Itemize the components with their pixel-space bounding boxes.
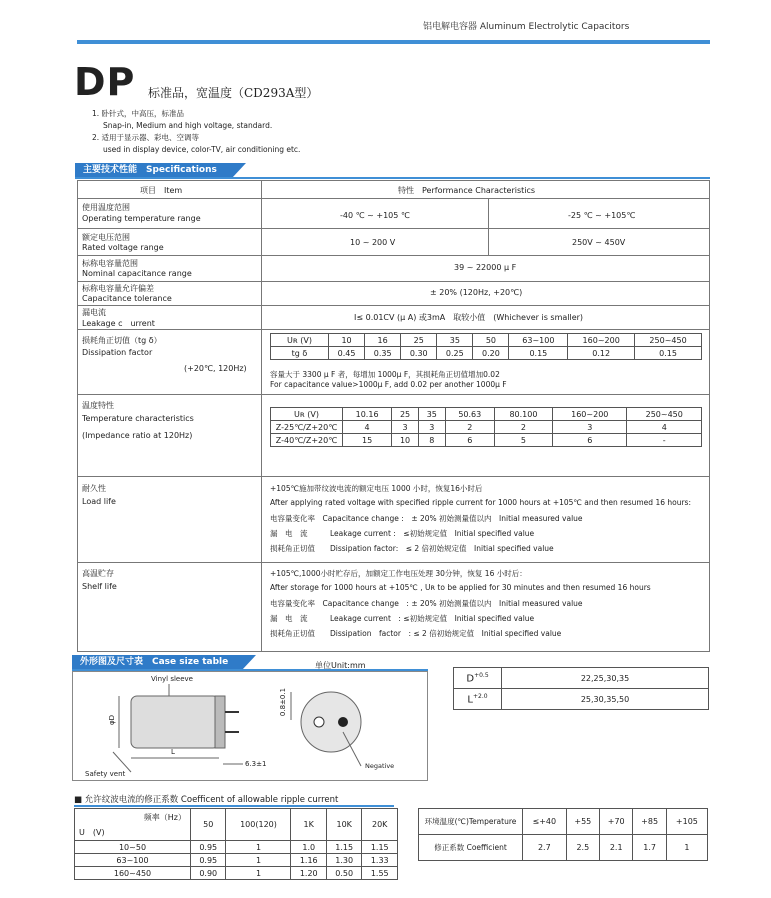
df-tg-6: 0.15 [509,347,568,360]
dim-l-symbol: L [467,694,473,706]
tol-val: ± 20% (120Hz, +20℃) [430,288,523,297]
case-unit: 单位Unit:mm [315,661,366,670]
ripple-freq-3: 10K [326,809,361,841]
shelf-line-3: 电容量变化率 Capacitance change : ± 20% 初始测量值以内 Initial measured value [270,599,583,608]
ripple-coef-label: 修正系数 Coefficient [419,835,523,861]
ripple-cell: 1.16 [291,854,326,867]
df-ur-0: Uʀ (V) [271,334,329,347]
cap-val: 39 ~ 22000 μ F [454,263,517,272]
safety-label: Safety vent [85,770,126,778]
ripple-cell: 1.15 [362,841,398,854]
tc-r1-0: Z-25℃/Z+20℃ [271,421,343,434]
ripple-row-2-v: 160~450 [75,867,191,880]
ripple-cell: 1.15 [326,841,361,854]
ripple-temp-1: +55 [566,809,599,835]
feature-2-cn: 2. 适用于显示器、彩电、空调等 [92,133,200,142]
dim-d-head [454,668,502,689]
feature-2-en: used in display device, color-TV, air conditioning etc. [103,145,301,154]
df-cond: (+20℃, 120Hz) [184,364,247,373]
ripple-temp-4: +105 [666,809,707,835]
ripple-cell: 1 [226,867,291,880]
tc-cn: 温度特性 [82,401,114,410]
ripple-u-header: U (V) [79,828,105,837]
ripple-title [74,793,338,805]
tc-r1-2: 3 [392,421,419,434]
life-line-1: +105℃施加带纹波电流的额定电压 1000 小时，恢复16小时后 [270,484,483,493]
df-tg-0: tg δ [271,347,329,360]
ripple-coef-4: 1 [666,835,707,861]
df-en: Dissipation factor [82,348,153,357]
tol-en: Capacitance tolerance [82,294,172,303]
life-en: Load life [82,497,116,506]
temp-low: -40 ℃ ~ +105 ℃ [340,211,410,220]
ripple-cell: 0.90 [191,867,226,880]
shelf-line-1: +105℃,1000小时贮存后，加额定工作电压处理 30分钟，恢复 16 小时后： [270,569,527,578]
tc-r1-5: 2 [494,421,552,434]
tc-r2-2: 10 [392,434,419,447]
cap-cn: 标称电容量范围 [82,259,138,268]
df-ur-2: 16 [365,334,401,347]
df-ur-4: 35 [437,334,473,347]
temp-high: -25 ℃ ~ +105℃ [568,211,636,220]
ripple-cell: 1.55 [362,867,398,880]
case-drawing [72,671,428,781]
leak-en: Leakage c urrent [82,319,155,328]
df-tg-8: 0.15 [635,347,702,360]
df-tg-3: 0.30 [401,347,437,360]
tc-r2-6: 6 [553,434,627,447]
ripple-cell: 0.95 [191,841,226,854]
df-ur-3: 25 [401,334,437,347]
df-tg-1: 0.45 [329,347,365,360]
life-line-3: 电容量变化率 Capacitance change : ± 20% 初始测量值以内 Initial measured value [270,514,583,523]
header-rule [77,40,710,44]
tc-ur-5: 80.100 [494,408,552,421]
ripple-corner [75,809,191,841]
df-tg-5: 0.20 [473,347,509,360]
feature-list [92,108,300,156]
tc-r1-7: 4 [627,421,702,434]
ripple-freq-0: 50 [191,809,226,841]
ripple-freq-table [74,808,398,880]
dimension-table [453,667,709,710]
ripple-coef-0: 2.7 [523,835,567,861]
df-ur-8: 250~450 [635,334,702,347]
temp-cn: 使用温度范围 [82,203,130,212]
tc-r1-3: 3 [418,421,445,434]
volt-low: 10 ~ 200 V [350,238,396,247]
ripple-coef-3: 1.7 [633,835,666,861]
volt-cn: 额定电压范围 [82,233,130,242]
df-tg-7: 0.12 [568,347,635,360]
tc-ur-3: 35 [418,408,445,421]
tc-r2-1: 15 [343,434,392,447]
spec-head-char: 特性 Performance Characteristics [398,186,536,195]
ripple-cell: 1.33 [362,854,398,867]
pin-label: 0.8±0.1 [279,687,288,717]
ripple-coef-2: 2.1 [600,835,633,861]
tc-ur-4: 50.63 [445,408,494,421]
lead-label: 6.3±1 [245,760,267,768]
ripple-cell: 1.20 [291,867,326,880]
ripple-temp-3: +85 [633,809,666,835]
ripple-row-0-v: 10~50 [75,841,191,854]
df-tg-4: 0.25 [437,347,473,360]
tc-table [270,407,702,447]
ripple-row-1-v: 63~100 [75,854,191,867]
spec-table [77,180,710,652]
ripple-bullet: ■ [74,795,85,805]
dim-l-tol: +2.0 [473,692,488,700]
feature-1-cn: 1. 卧针式，中高压，标准品 [92,109,185,118]
ripple-cell: 0.50 [326,867,361,880]
spec-section-title: 主要技术性能 Specifications [75,163,232,178]
tc-r2-3: 8 [418,434,445,447]
df-note-en: For capacitance value>1000μ F, add 0.02 per another 1000μ F [270,380,507,389]
tc-ur-1: 10.16 [343,408,392,421]
dim-d-tol: +0.5 [474,671,489,679]
df-table [270,333,702,360]
shelf-cn: 高温贮存 [82,569,114,578]
life-cn: 耐久性 [82,484,106,493]
shelf-line-2: After storage for 1000 hours at +105℃ , Uʀ to be applied for 30 minutes and then resumed 16 hours [270,583,651,592]
temp-en: Operating temperature range [82,214,201,223]
dim-l-values: 25,30,35,50 [502,689,709,710]
ripple-cell: 1.0 [291,841,326,854]
ripple-title-text: 允许纹波电流的修正系数 Coefficent of allowable ripple current [84,795,339,805]
tc-r1-4: 2 [445,421,494,434]
series-code: DP [74,60,136,104]
life-line-4: 漏 电 流 Leakage current : ≤初始规定值 Initial specified value [270,529,535,538]
negative-label: Negative [365,762,395,770]
ripple-temp-2: +70 [600,809,633,835]
ripple-cell: 1 [226,841,291,854]
ripple-freq-header: 频率（Hz） [143,813,186,822]
tc-r2-4: 6 [445,434,494,447]
tc-r1-6: 3 [553,421,627,434]
tc-ur-0: Uʀ (V) [271,408,343,421]
df-ur-5: 50 [473,334,509,347]
feature-1-en: Snap-in, Medium and high voltage, standard. [103,121,273,130]
cap-en: Nominal capacitance range [82,269,192,278]
ripple-freq-1: 100(120) [226,809,291,841]
volt-en: Rated voltage range [82,243,164,252]
shelf-line-4: 漏 电 流 Leakage current : ≤初始规定值 Initial specified value [270,614,535,623]
tc-ur-2: 25 [392,408,419,421]
dim-d-symbol: D [466,673,475,685]
vinyl-label: Vinyl sleeve [151,675,193,683]
ripple-freq-2: 1K [291,809,326,841]
life-line-2: After applying rated voltage with specified ripple current for 1000 hours at +105℃ and then resumed 16 hours: [270,498,691,507]
leak-val: I≤ 0.01CV (μ A) 或3mA 取较小值 (Whichever is smaller) [354,313,584,322]
length-label: L [171,748,175,756]
volt-high: 250V ~ 450V [572,238,626,247]
ripple-coef-1: 2.5 [566,835,599,861]
tc-r1-1: 4 [343,421,392,434]
tc-ur-7: 250~450 [627,408,702,421]
ripple-freq-4: 20K [362,809,398,841]
life-line-5: 损耗角正切值 Dissipation factor: ≤ 2 倍初始规定值 Initial specified value [270,544,554,553]
ripple-temp-table [418,808,708,861]
df-ur-7: 160~200 [568,334,635,347]
df-ur-6: 63~100 [509,334,568,347]
case-section-title: 外形图及尺寸表 Case size table [72,655,242,670]
tc-note: (Impedance ratio at 120Hz) [82,431,193,440]
ripple-temp-label: 环境温度(℃)Temperature [419,809,523,835]
shelf-en: Shelf life [82,582,117,591]
ripple-temp-0: ≤+40 [523,809,567,835]
df-ur-1: 10 [329,334,365,347]
shelf-line-5: 损耗角正切值 Dissipation factor : ≤ 2 倍初始规定值 Initial specified value [270,629,562,638]
tc-r2-0: Z-40℃/Z+20℃ [271,434,343,447]
df-cn: 损耗角正切值（tg δ） [82,336,162,345]
tc-r2-5: 5 [494,434,552,447]
df-tg-2: 0.35 [365,347,401,360]
dim-d-values: 22,25,30,35 [502,668,709,689]
diameter-label: φD [108,714,117,726]
tc-en: Temperature characteristics [82,414,194,423]
spec-head-item: 项目 Item [140,186,183,195]
ripple-cell: 1 [226,854,291,867]
tol-cn: 标称电容量允许偏差 [82,284,154,293]
header-title: 铝电解电容器 Aluminum Electrolytic Capacitors [423,22,630,32]
ripple-rule [74,805,394,807]
ripple-cell: 0.95 [191,854,226,867]
series-subtitle: 标准品，宽温度（CD293A型） [148,86,319,100]
df-note-cn: 容量大于 3300 μ F 者，每增加 1000μ F，其损耗角正切值增加0.02 [270,370,500,379]
tc-ur-6: 160~200 [553,408,627,421]
leak-cn: 漏电流 [82,308,106,317]
dim-l-head [454,689,502,710]
spec-section-rule [75,177,710,179]
tc-r2-7: - [627,434,702,447]
ripple-cell: 1.30 [326,854,361,867]
